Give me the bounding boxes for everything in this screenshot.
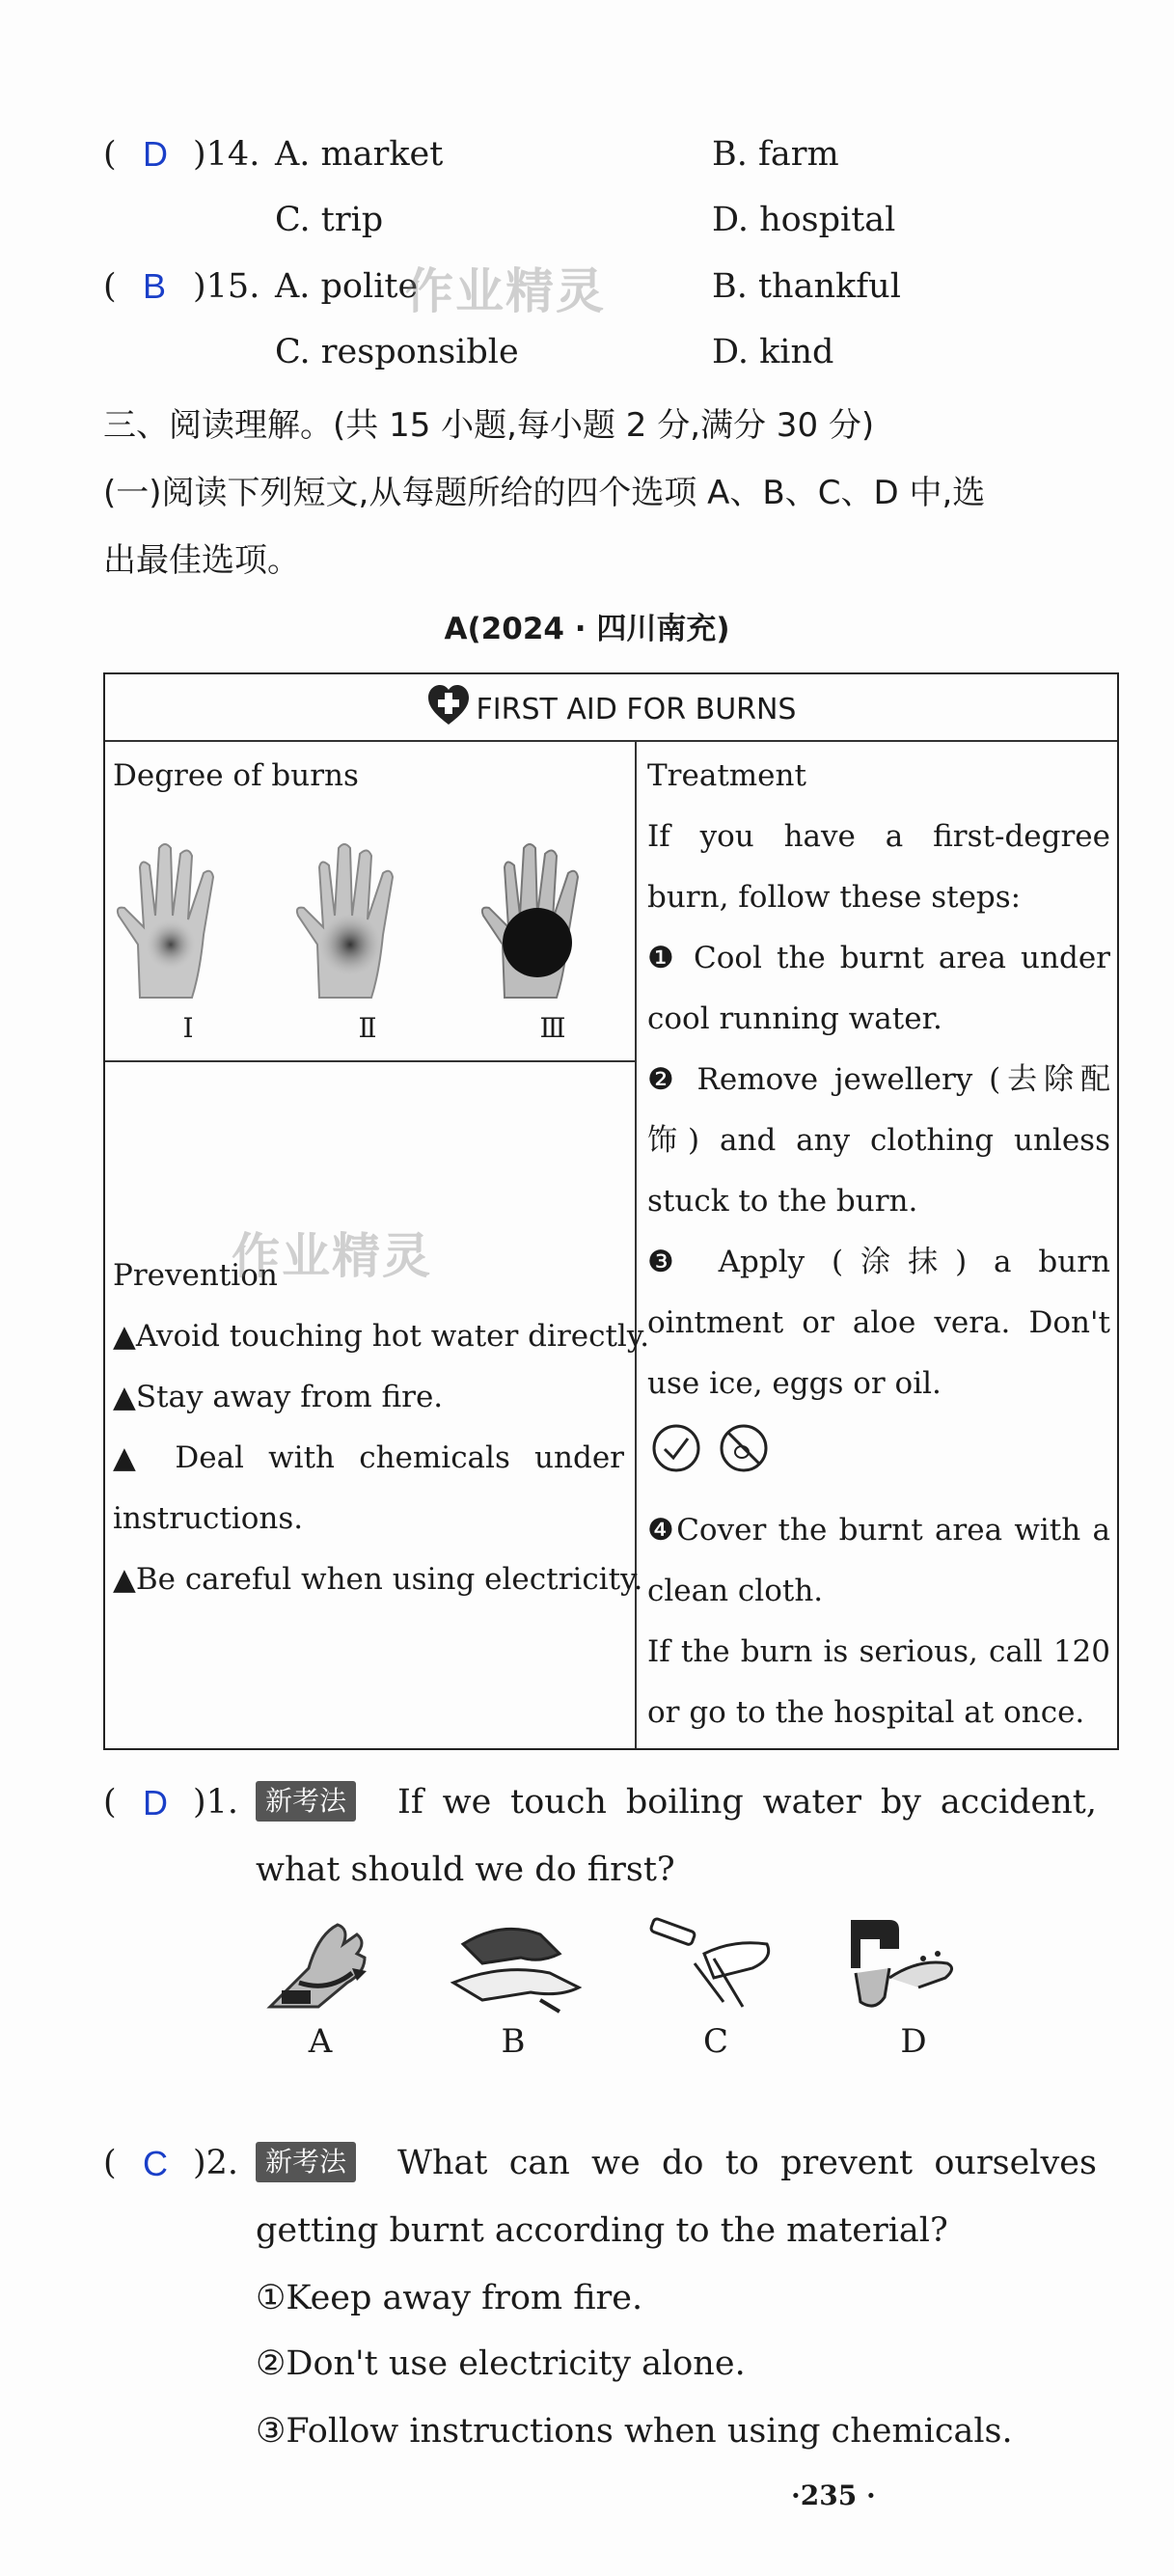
- treatment-serious: If the burn is serious, call 120: [647, 1634, 1110, 1669]
- prevention-item-2: ▲Stay away from fire.: [113, 1380, 444, 1414]
- treatment-line: If you have a first-degree: [647, 819, 1110, 854]
- q14-option-b: B. farm: [712, 135, 839, 174]
- q14-option-d: D. hospital: [712, 201, 896, 239]
- prevention-item-1: ▲Avoid touching hot water directly.: [113, 1319, 650, 1354]
- option-c-image: [646, 1915, 781, 2016]
- q2-answer: C: [143, 2144, 168, 2183]
- q14-paren: (: [103, 135, 117, 174]
- watermark: 作业精灵: [405, 263, 606, 319]
- watermark: 作业精灵: [232, 1228, 432, 1284]
- option-c-label: C: [702, 2022, 728, 2061]
- q2-question-line2: getting burnt according to the material?: [256, 2211, 948, 2250]
- treatment-step-2: ❷ Remove jewellery (去除配: [647, 1062, 1110, 1097]
- treatment-line: stuck to the burn.: [647, 1184, 918, 1219]
- treatment-header: Treatment: [647, 758, 806, 793]
- section-intro-line2: 出最佳选项。: [103, 541, 300, 580]
- degree-label-1: I: [182, 1012, 194, 1044]
- q2-paren: (: [103, 2144, 117, 2182]
- q1-question-line2: what should we do first?: [256, 1850, 675, 1889]
- first-aid-table: [103, 672, 1119, 1750]
- treatment-line: or go to the hospital at once.: [647, 1695, 1085, 1730]
- q15-answer: B: [143, 266, 167, 306]
- q15-option-c: C. responsible: [275, 333, 519, 371]
- prevention-header: Prevention: [113, 1258, 278, 1293]
- q15-option-b: B. thankful: [712, 267, 901, 306]
- check-circle-icon: [651, 1423, 701, 1473]
- heart-plus-icon: [426, 684, 471, 726]
- q15-option-a: A. polite: [275, 267, 419, 306]
- q14-number: )14.: [193, 135, 260, 174]
- option-d-label: D: [900, 2022, 927, 2061]
- treatment-line: cool running water.: [647, 1001, 942, 1036]
- section-intro-line1: (一)阅读下列短文,从每题所给的四个选项 A、B、C、D 中,选: [103, 474, 986, 512]
- option-b-label: B: [501, 2022, 526, 2061]
- table-title: FIRST AID FOR BURNS: [476, 693, 797, 726]
- q1-answer: D: [143, 1783, 168, 1822]
- treatment-line: use ice, eggs or oil.: [647, 1366, 942, 1401]
- q15-number: )15.: [193, 267, 260, 306]
- q1-number: )1.: [193, 1783, 239, 1822]
- prohibited-icon: [719, 1423, 769, 1473]
- hand-third-degree-image: [476, 838, 601, 1002]
- page-number: ·235 ·: [791, 2480, 876, 2511]
- q2-item-3: ③Follow instructions when using chemicals.: [256, 2412, 1013, 2451]
- treatment-line: ointment or aloe vera. Don't: [647, 1305, 1110, 1340]
- q14-option-a: A. market: [275, 135, 444, 174]
- treatment-step-1: ❶ Cool the burnt area under: [647, 941, 1110, 975]
- prevention-item-4: ▲Be careful when using electricity.: [113, 1562, 643, 1597]
- q2-item-2: ②Don't use electricity alone.: [256, 2344, 746, 2383]
- q1-badge: 新考法: [256, 1781, 356, 1822]
- section-title: 三、阅读理解。(共 15 小题,每小题 2 分,满分 30 分): [103, 406, 875, 445]
- q2-question-line1: What can we do to prevent ourselves: [397, 2144, 1097, 2182]
- q1-question-line1: If we touch boiling water by accident,: [397, 1783, 1097, 1822]
- q14-option-c: C. trip: [275, 201, 384, 239]
- q15-option-d: D. kind: [712, 333, 834, 371]
- table-title-row: [105, 684, 1117, 726]
- treatment-line: burn, follow these steps:: [647, 880, 1022, 915]
- degree-label-3: Ⅲ: [539, 1012, 566, 1044]
- hand-second-degree-image: [290, 838, 416, 1002]
- option-d-image: [832, 1910, 976, 2016]
- q2-badge: 新考法: [256, 2142, 356, 2182]
- treatment-line: 饰) and any clothing unless: [647, 1123, 1110, 1158]
- q15-paren: (: [103, 267, 117, 306]
- prevention-item-3-cont: instructions.: [113, 1501, 304, 1536]
- treatment-step-4: ❹Cover the burnt area with a: [647, 1513, 1110, 1548]
- q1-paren: (: [103, 1783, 117, 1822]
- degree-header: Degree of burns: [113, 758, 359, 793]
- passage-label: A(2024 · 四川南充): [444, 612, 730, 646]
- q2-number: )2.: [193, 2144, 239, 2182]
- hand-first-degree-image: [111, 838, 236, 1002]
- option-a-image: [260, 1915, 381, 2016]
- option-a-label: A: [308, 2022, 333, 2061]
- treatment-step-3: ❸ Apply (涂抹) a burn: [647, 1245, 1110, 1279]
- treatment-line: clean cloth.: [647, 1574, 824, 1608]
- prevention-item-3: ▲ Deal with chemicals under: [113, 1440, 624, 1475]
- option-b-image: [444, 1915, 588, 2016]
- q2-item-1: ①Keep away from fire.: [256, 2279, 643, 2317]
- degree-label-2: Ⅱ: [358, 1012, 377, 1044]
- q14-answer: D: [143, 134, 168, 174]
